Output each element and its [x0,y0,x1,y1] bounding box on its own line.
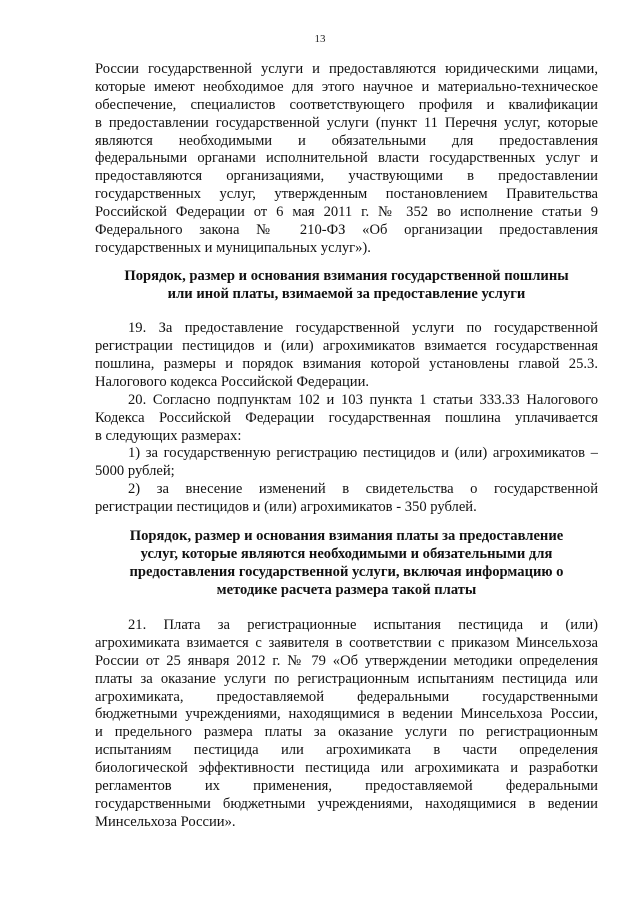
section-heading-service-fee [95,528,598,600]
paragraph-20 [95,392,598,446]
text-line: испытаниям пестицида или агрохимиката в части определения [95,742,598,759]
text-line: государственными бюджетными учреждениями, находящимися в ведении [95,795,598,812]
list-item-1 [95,445,598,481]
text-line: государственных услуг, утвержденным постановлением Правительства [95,186,598,203]
heading-line: Порядок, размер и основания взимания платы за предоставление [129,528,564,544]
text-line: государственных и муниципальных услуг»). [95,239,371,256]
text-line: регламентов их применения, предоставляемой федеральными [95,778,598,795]
heading-line: Порядок, размер и основания взимания государственной пошлины [124,268,569,284]
text-line: и предельного размера платы за оказание услуги по регистрационным [95,724,598,741]
text-line: бюджетными учреждениями, находящимися в ведении Минсельхоза России, [95,706,598,723]
list-item-2 [95,481,598,517]
text-line: являются необходимыми и обязательными для предоставления [95,132,598,149]
text-line: 20. Согласно подпунктам 102 и 103 пункта 1 статьи 333.33 Налогового [128,392,598,408]
text-line: 21. Плата за регистрационные испытания пестицида и (или) [128,617,598,633]
heading-line: предоставления государственной услуги, включая информацию о [129,563,564,580]
heading-line: или иной платы, взимаемой за предоставление услуги [167,285,526,302]
heading-line: методике расчета размера такой платы [216,581,477,598]
text-line: 5000 рублей; [95,462,175,479]
text-line: агрохимиката взимается с заявителя в соответствии с приказом Минсельхоза [95,634,598,651]
paragraph-21 [95,617,598,832]
text-line: 2) за внесение изменений в свидетельства о государственной [128,481,598,497]
text-line: Налогового кодекса Российской Федерации. [95,373,370,390]
text-line: 19. За предоставление государственной услуги по государственной [128,320,598,336]
text-line: биологической эффективности пестицида или агрохимиката и разработки [95,760,598,777]
text-line: обеспечение, специалистов соответствующего профиля и квалификации [95,96,598,113]
text-line: регистрации пестицидов и (или) агрохимикатов взимается государственная [95,337,598,354]
text-line: федеральными органами исполнительной власти государственных услуг и [95,150,598,167]
text-line: Кодекса Российской Федерации государственная пошлина уплачивается [95,409,598,426]
paragraph-19 [95,320,598,392]
page-number: 13 [314,33,326,45]
section-heading-state-fee [95,268,598,304]
paragraph-continuation [95,61,598,258]
text-line: в следующих размерах: [95,427,242,444]
text-line: предоставляются организациями, участвующими в предоставлении [95,168,598,185]
text-line: Федерального закона № 210-ФЗ «Об организации предоставления [95,222,598,239]
text-line: агрохимиката, предоставляемой федеральными государственными [95,688,598,705]
text-line: Минсельхоза России». [95,813,236,830]
text-line: Российской Федерации от 6 мая 2011 г. № 352 во исполнение статьи 9 [95,204,598,221]
heading-line: услуг, которые являются необходимыми и обязательными для [140,545,553,562]
text-line: России от 25 января 2012 г. № 79 «Об утверждении методики определения [95,652,598,669]
text-line: пошлина, размеры и порядок взимания которой установлены главой 25.3. [95,355,598,372]
text-line: платы за оказание услуги по регистрационным испытаниям пестицида или [95,670,598,687]
text-line: в предоставлении государственной услуги (пункт 11 Перечня услуг, которые [95,114,598,131]
text-line: России государственной услуги и предоставляются юридическими лицами, [95,61,598,77]
text-line: регистрации пестицидов и (или) агрохимикатов - 350 рублей. [95,498,477,515]
text-line: которые имеют необходимое для этого научное и материально-техническое [95,78,598,95]
text-line: 1) за государственную регистрацию пестицидов и (или) агрохимикатов – [128,445,598,461]
